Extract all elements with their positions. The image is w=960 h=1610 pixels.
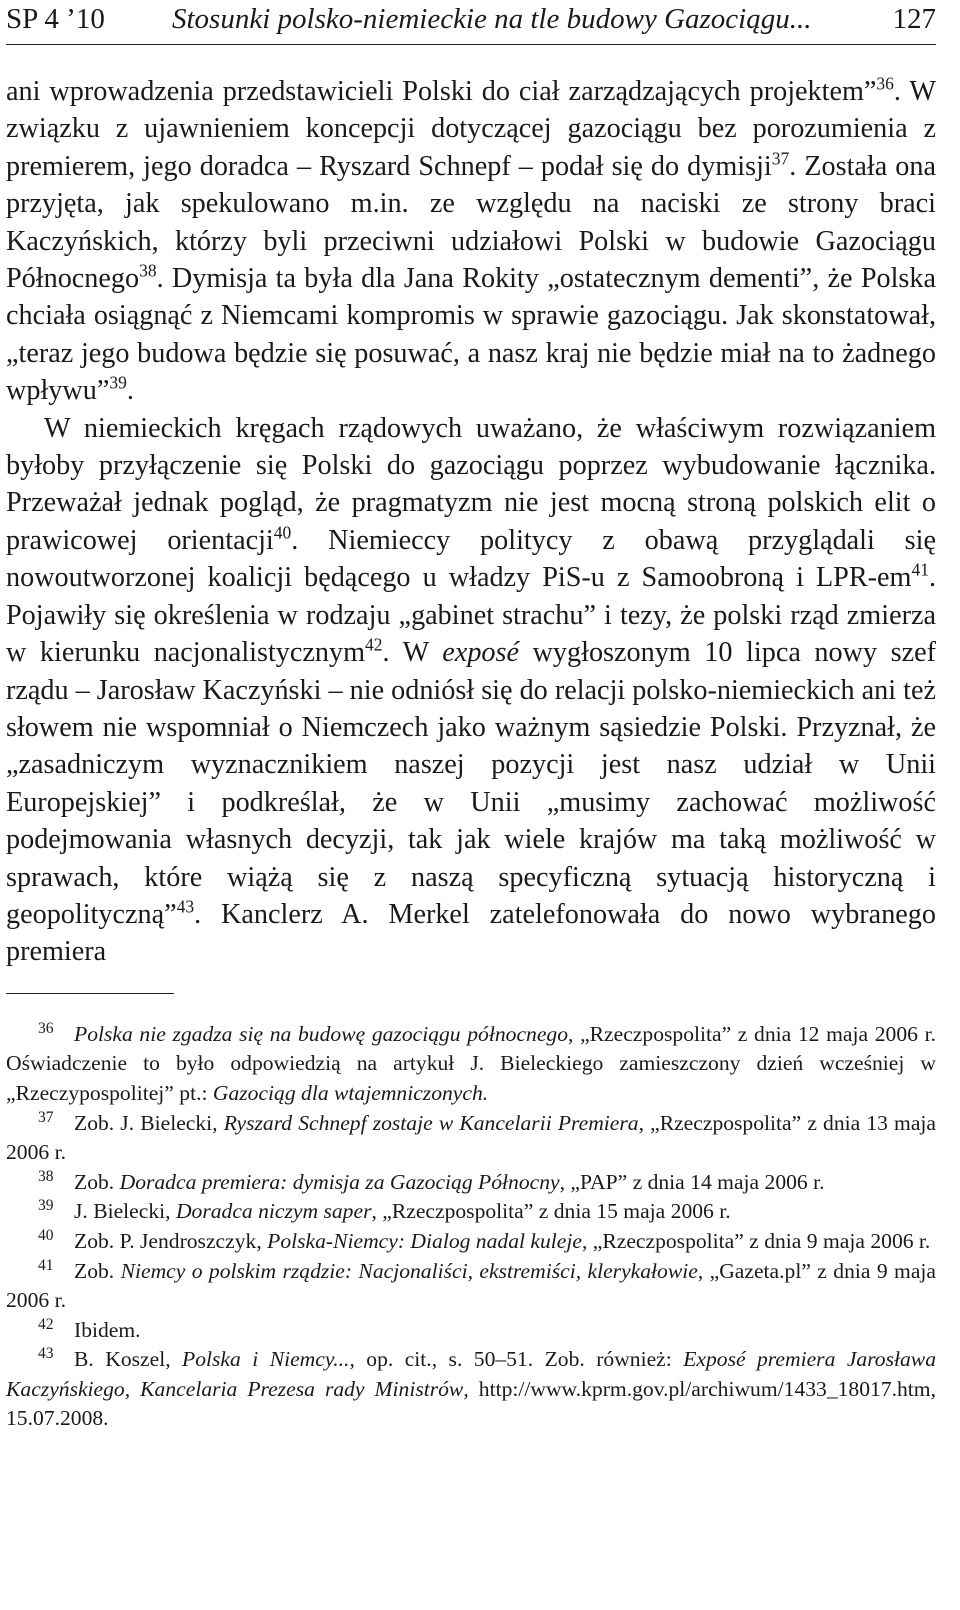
page-header [6,0,936,45]
footnote-39 [6,1197,936,1227]
text-run: , „Rzeczpospolita” z dnia 9 maja 2006 r. [581,1228,931,1253]
footnote-number-label: 43 [38,1345,54,1363]
footnote-41 [6,1257,936,1316]
text-run: ani wprowadzenia przedstawicieli Polski do ciał zarządzających projektem” [6,76,877,107]
footnote-40 [6,1227,936,1257]
footnote-38 [6,1168,936,1198]
footnote-ref-43[interactable]: 43 [176,896,195,917]
footnote-number [38,1257,74,1287]
footnote-number-label: 39 [38,1197,54,1215]
page-number: 127 [892,3,936,35]
paragraph-2 [6,410,936,971]
footnote-number-label: 40 [38,1227,54,1245]
footnote-number [38,1109,74,1139]
text-run: , http://www.kprm.gov.pl/archiwum/1433_18017.htm, 15.07.2008. [6,1376,937,1431]
running-title: Stosunki polsko-niemieckie na tle budowy Gazociągu... [172,3,812,35]
footnote-ref-41[interactable]: 41 [911,559,929,580]
text-run: . Dymisja ta była dla Jana Rokity „ostatecznym dementi”, że Polska chciała osiągnąć z Niemcami kompromis w sprawie gazociągu. Jak skonstatował, „teraz jego budowa będzie się posuwać, a nasz kraj nie będzie miał na to żadnego wpływu” [6,263,936,407]
text-run: Zob. [74,1258,121,1283]
footnote-ref-37[interactable]: 37 [771,148,790,169]
italic-title: Polska i Niemcy... [182,1347,350,1372]
footnote-42 [6,1316,936,1346]
text-run: . W związku z ujawnieniem koncepcji dotyczącej gazociągu bez porozumienia z premierem, jego doradca – Ryszard Schnepf – podał się do dymisji [6,76,936,182]
text-run: J. Bielecki, [74,1199,176,1224]
footnote-36 [6,1020,936,1109]
text-run: Zob. [74,1169,120,1194]
footnote-number-label: 38 [38,1167,54,1185]
italic-title: Exposé premiera Jarosława Kaczyńskiego, Kancelaria Prezesa rady Ministrów [6,1347,936,1401]
italic-title: Doradca niczym saper [175,1199,372,1224]
journal-page [6,0,936,1434]
footnote-number-label: 36 [38,1019,54,1037]
footnotes [6,1020,936,1434]
text-run: wygłoszonym 10 lipca nowy szef rządu – Jarosław Kaczyński – nie odniósł się do relacji polsko-niemieckich ani też słowem nie wspomniał o Niemczech jako ważnym sąsiedzie Polski. Przyznał, że „zasadniczym wyznacznikiem naszej pozycji jest nasz udział w Unii Europejskiej” i podkreślał, że w Unii „musimy zachować możliwość podejmowania własnych decyzji, tak jak wiele krajów ma taką możliwość w sprawach, które wiążą się z naszą specyficzną sytuacją historyczną i geopolityczną” [6,637,936,930]
text-run: B. Koszel, [74,1347,183,1372]
text-run: , „Rzeczpospolita” z dnia 15 maja 2006 r. [371,1199,731,1224]
footnote-ref-40[interactable]: 40 [273,522,292,543]
footnote-43 [6,1345,936,1434]
italic-term: exposé [442,637,519,669]
italic-title: Polska-Niemcy: Dialog nadal kuleje [267,1228,582,1253]
text-run: , „Rzeczpospolita” z dnia 13 maja 2006 r. [6,1110,937,1165]
footnote-number [38,1197,74,1227]
text-run: . Niemieccy politycy z obawą przyglądali się nowoutworzonej koalicji będącego u władzy PiS-u z Samoobroną i LPR-em [6,524,936,594]
footnote-number [38,1316,74,1346]
footnote-divider [6,993,174,994]
text-run: . [126,375,134,407]
footnote-ref-36[interactable]: 36 [876,73,894,94]
paragraph-1 [6,73,936,410]
italic-title: Niemcy o polskim rządzie: Nacjonaliści, ekstremiści, klerykałowie [120,1258,698,1283]
footnote-number [38,1345,74,1375]
footnote-37 [6,1109,936,1168]
footnote-number [38,1168,74,1198]
text-run: . Kanclerz A. Merkel zatelefonowała do nowo wybranego premiera [6,898,936,968]
footnote-ref-42[interactable]: 42 [365,634,383,655]
text-run: Zob. P. Jendroszczyk, [74,1228,268,1253]
footnote-number-label: 42 [38,1315,54,1333]
footnote-number [38,1227,74,1257]
text-run: Ibidem. [74,1317,141,1342]
italic-title: Gazociąg dla wtajemniczonych. [212,1080,489,1105]
italic-title: Ryszard Schnepf zostaje w Kancelarii Premiera [223,1110,639,1135]
footnote-number [38,1020,74,1050]
text-run: . Pojawiły się określenia w rodzaju „gabinet strachu” i tezy, że polski rząd zmierza w kierunku nacjonalistycznym [6,562,936,669]
text-run: , „Gazeta.pl” z dnia 9 maja 2006 r. [6,1258,936,1313]
main-text [6,73,936,971]
text-run: . W [382,637,443,669]
footnote-ref-38[interactable]: 38 [139,260,157,281]
text-run: W niemieckich kręgach rządowych uważano, że właściwym rozwiązaniem byłoby przyłączenie się Polski do gazociągu poprzez wybudowanie łącznika. Przeważał jednak pogląd, że pragmatyzm nie jest mocną stroną polskich elit o prawicowej orientacji [6,412,936,556]
text-run: , op. cit., s. 50–51. Zob. również: [349,1347,684,1372]
footnote-number-label: 41 [38,1256,54,1274]
footnote-ref-39[interactable]: 39 [109,372,127,393]
text-run: , „Rzeczpospolita” z dnia 12 maja 2006 r. Oświadczenie to było odpowiedzią na artykuł J. Bieleckiego zamieszczony dzień wcześniej w „Rzeczypospolitej” pt.: [6,1021,936,1105]
text-run: , „PAP” z dnia 14 maja 2006 r. [559,1169,825,1194]
text-run: . Została ona przyjęta, jak spekulowano m.in. ze względu na naciski ze strony braci Kaczyńskich, którzy byli przeciwni udziałowi Polski w budowie Gazociągu Północnego [6,150,936,295]
italic-title: Polska nie zgadza się na budowę gazociągu północnego [74,1021,569,1046]
text-run: Zob. J. Bielecki, [74,1110,224,1135]
footnote-number-label: 37 [38,1108,54,1126]
italic-title: Doradca premiera: dymisja za Gazociąg Północny [119,1169,560,1194]
journal-issue: SP 4 ’10 [6,3,105,35]
